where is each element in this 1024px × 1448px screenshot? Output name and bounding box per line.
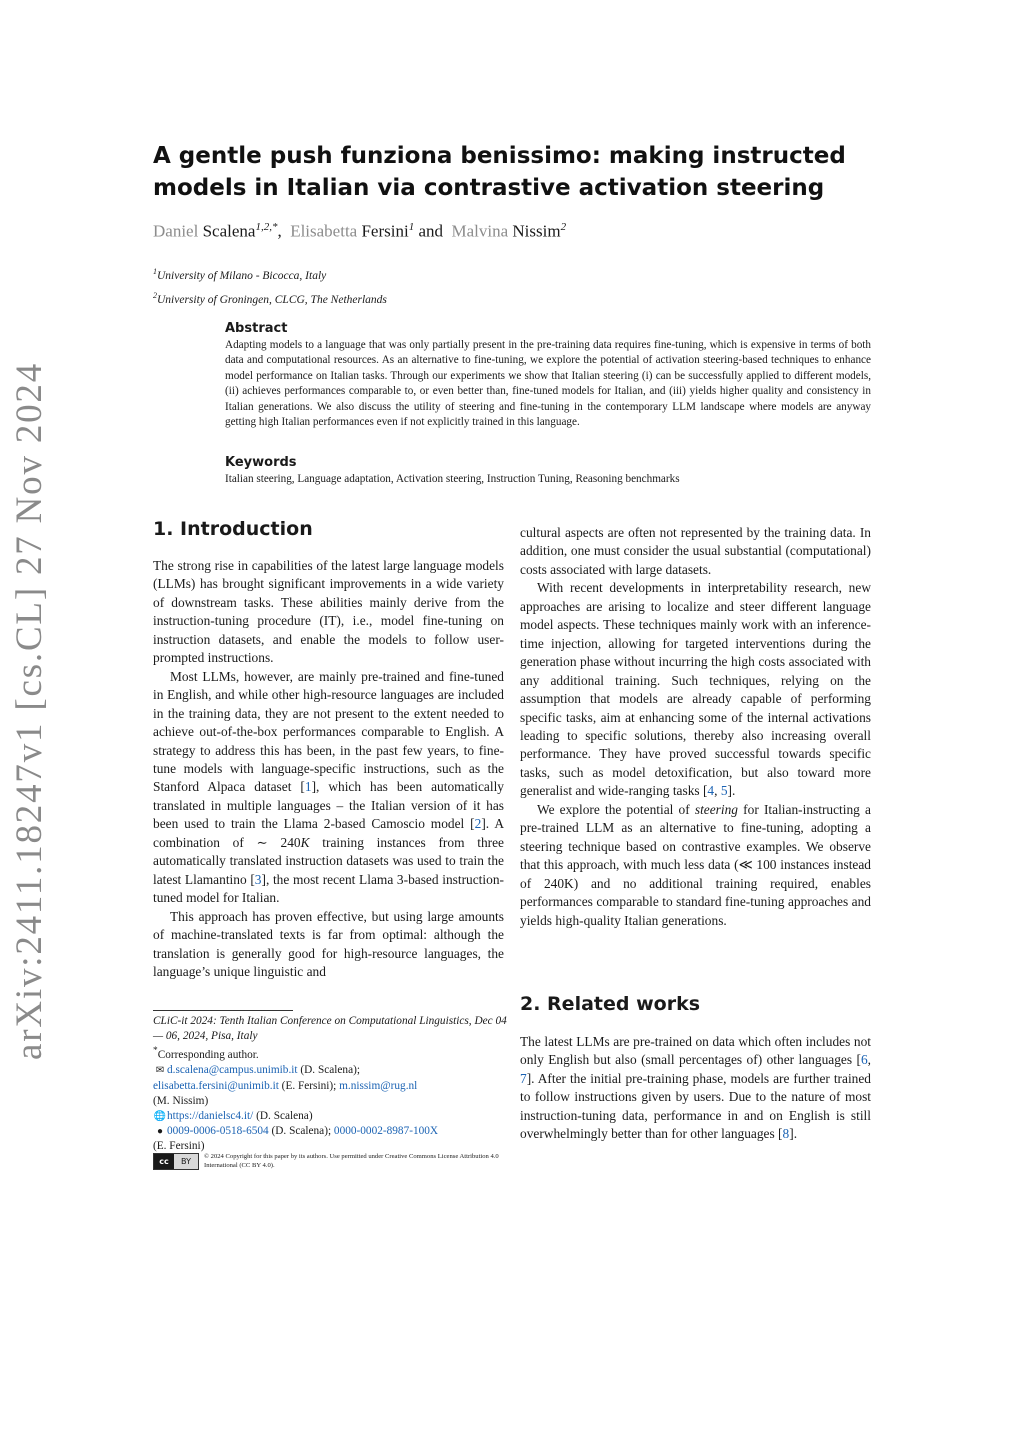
author-last-name: Scalena [202, 221, 256, 241]
arxiv-identifier: arXiv:2411.18247v1 [cs.CL] 27 Nov 2024 [9, 361, 50, 1060]
abstract-heading: Abstract [225, 321, 288, 336]
envelope-icon: ✉ [155, 1065, 165, 1077]
paragraph: This approach has proven effective, but using large amounts of machine-translated texts is far from optimal: although the translation is generally good for high-resource languages, the language’s unique linguistic and [153, 908, 504, 979]
paragraph: The strong rise in capabilities of the latest large language models (LLMs) has brought significant improvements in a wide variety of downstream tasks. These abilities mainly derive from the instruction-tuning procedure (IT), i.e., model fine-tuning on instruction datasets, and enable the models to follow user-prompted instructions. [153, 558, 504, 666]
author-list [153, 221, 566, 242]
paragraph: We explore the potential of steering for Italian-instructing a pre-trained LLM as an alternative to fine-tuning, adopting a steering technique based on contrastive examples. We observe that this approach, with much less data (≪ 100 instances instead of 240K) and no additional training required, enables performances comparable to standard fine-tuning approaches and yields high-quality Italian generations. [520, 801, 871, 928]
author-first-name: Elisabetta [290, 221, 358, 241]
author-first-name: Malvina [451, 221, 509, 241]
cc-by-badge-icon: cc BY [153, 1153, 199, 1170]
author-affiliation-mark: 2 [560, 221, 567, 233]
citation-link[interactable]: 3 [254, 871, 262, 887]
citation-link[interactable]: 5 [720, 783, 728, 799]
orcid-link[interactable]: 0009-0006-0518-6504 [167, 1125, 269, 1138]
paper-title: A gentle push funziona benissimo: making instructed models in Italian via contrastive activation steering [153, 143, 846, 201]
website-link[interactable]: https://danielsc4.it/ [167, 1109, 254, 1122]
paragraph: With recent developments in interpretability research, new approaches are arising to localize and steer different language model aspects. These techniques mainly work with an inference-time injection, allowing for targeted interventions during the generation phase without incurring the high costs associated with any additional training. Such techniques, relying on the assumption that models are already capable of performing specific tasks, aim at enhancing some of the internal activations leading to specific solutions, thereby also increasing overall performance. They have proved successful towards specific tasks, such as model detoxification, but also toward more generalist and wide-ranging tasks [4, 5]. [520, 580, 871, 799]
orcid-note: ● 0009-0006-0518-6504 (D. Scalena); 0000-0002-8987-100X [153, 1124, 509, 1139]
corresponding-note: *Corresponding author. [153, 1046, 259, 1062]
citation-link[interactable]: 2 [474, 816, 482, 832]
globe-icon: 🌐 [153, 1110, 167, 1122]
paragraph: cultural aspects are often not represented by the training data. In addition, one must consider the usual substantial (computational) costs associated with large datasets. [520, 525, 871, 577]
author-separator: , [277, 221, 282, 241]
orcid-link[interactable]: 0000-0002-8987-100X [333, 1125, 439, 1138]
paragraph: The latest LLMs are pre-trained on data which often includes not only English but also (small percentages of) other languages [6, 7]. After the initial pre-training phase, models are further trained to follow instructions given by users. Due to the nature of most instruction-tuning data, performance in and on English is still overwhelmingly better than for other languages [8]. [520, 1034, 871, 1142]
website-note: 🌐https://danielsc4.it/ (D. Scalena) [153, 1109, 509, 1124]
affiliation: $^2$University of Groningen, CLCG, The Netherlands [153, 290, 387, 306]
citation-link[interactable]: 4 [707, 783, 715, 799]
abstract [225, 321, 871, 430]
email-link[interactable]: elisabetta.fersini@unimib.it [153, 1079, 279, 1092]
right-column [520, 524, 871, 930]
license-text: © 2024 Copyright for this paper by its authors. Use permitted under Creative Commons License Attribution 4.0 International (CC BY 4.0). [204, 1153, 499, 1169]
footnote-rule [153, 1010, 293, 1011]
citation-link[interactable]: 1 [304, 779, 312, 795]
author-affiliation-mark: 1,2,* [255, 221, 278, 233]
citation-link[interactable]: 8 [782, 1126, 790, 1142]
email-link[interactable]: m.nissim@rug.nl [339, 1079, 418, 1092]
author-last-name: Nissim [512, 221, 561, 241]
email-owner: (M. Nissim) [153, 1094, 209, 1107]
keywords-text: Italian steering, Language adaptation, Activation steering, Instruction Tuning, Reasoning benchmarks [225, 473, 680, 485]
orcid-owner: (E. Fersini) [153, 1140, 205, 1153]
related-works-text [520, 1033, 871, 1144]
email-note: ✉ d.scalena@campus.unimib.it (D. Scalena); [153, 1063, 509, 1078]
author-affiliation-mark: 1 [408, 221, 415, 233]
section-heading-introduction: 1. Introduction [153, 518, 313, 540]
author-last-name: Fersini [361, 221, 409, 241]
keywords [225, 455, 871, 487]
orcid-icon: ● [156, 1126, 164, 1138]
affiliation: $^1$University of Milano - Bicocca, Italy [153, 267, 327, 282]
abstract-text: Adapting models to a language that was only partially present in the pre-training data requires fine-tuning, which is expensive in terms of both data and computational resources. As an alternative to fine-tuning, we explore the potential of activation steering-based techniques to enhance model performance on Italian tasks. Through our experiments we show that Italian steering (i) can be successfully applied to different models, (ii) achieves performances comparable to, or even better than, fine-tuned models for Italian, and (iii) yields higher quality and consistency in Italian generations. We also discuss the utility of steering and fine-tuning in the contemporary LLM landscape where models are anyway getting high Italian performances even if not explicitly trained in this language. [225, 339, 871, 429]
footnotes [153, 1014, 509, 1155]
section-heading-related-works: 2. Related works [520, 993, 701, 1015]
left-column [153, 557, 504, 981]
citation-link[interactable]: 6 [860, 1052, 868, 1068]
conference-note: CLiC-it 2024: Tenth Italian Conference on Computational Linguistics, Dec 04 — 06, 2024, Pisa, Italy [153, 1015, 507, 1043]
email-link[interactable]: d.scalena@campus.unimib.it [167, 1064, 298, 1077]
keywords-heading: Keywords [225, 455, 297, 470]
email-note: elisabetta.fersini@unimib.it (E. Fersini); m.nissim@rug.nl [153, 1079, 418, 1092]
citation-link[interactable]: 7 [520, 1070, 527, 1086]
affiliations [153, 262, 387, 310]
paragraph: Most LLMs, however, are mainly pre-trained and fine-tuned in English, and while other high-resource languages are included in the training data, they are not present to the extent needed to achieve out-of-the-box performances comparable to English. A strategy to address this has been, in the past few years, to fine-tune models with language-specific instructions, such as the Stanford Alpaca dataset [1], which has been automatically translated in multiple languages – the Italian version of it has been used to train the Llama 2-based Camoscio model [2]. A combination of ∼ 240K training instances from three automatically translated instruction datasets was used to train the latest Llamantino [3], the most recent Llama 3-based instruction-tuned model for Italian. [153, 668, 504, 906]
author-conjunction: and [418, 221, 443, 241]
author-first-name: Daniel [153, 221, 199, 241]
